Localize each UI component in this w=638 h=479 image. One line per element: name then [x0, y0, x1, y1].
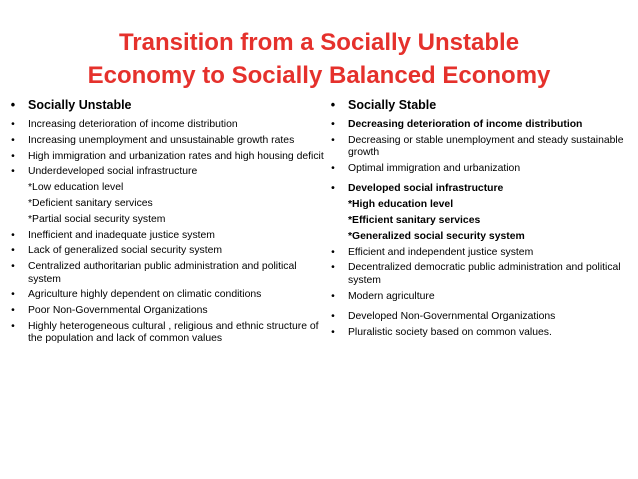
right-list-item-text: Decreasing or stable unemployment and steady sustainable growth: [348, 134, 624, 159]
left-list-item: [6, 245, 324, 257]
bullet-icon: •: [11, 150, 15, 162]
bullet-icon: •: [331, 311, 335, 322]
left-list-item-text: *Deficient sanitary services: [28, 197, 153, 209]
left-list-item-text: Lack of generalized social security system: [28, 245, 223, 257]
right-list-item-text: Developed Non-Governmental Organizations: [348, 311, 556, 322]
right-list-item-text: *Generalized social security system: [348, 230, 525, 242]
left-list-item: [6, 151, 324, 163]
left-list-item: [6, 135, 324, 147]
bullet-icon: •: [11, 229, 15, 241]
left-list-item: [6, 198, 324, 210]
right-list-item: [326, 262, 626, 287]
right-column: [326, 98, 626, 343]
left-heading: [6, 98, 324, 113]
right-list: [326, 119, 626, 339]
right-list-item: [326, 231, 626, 243]
bullet-icon: •: [11, 289, 15, 301]
slide-title: [0, 26, 638, 92]
left-list: [6, 119, 324, 346]
left-list-item-text: High immigration and urbanization rates and high housing deficit: [28, 150, 324, 162]
left-list-item-text: Increasing unemployment and unsustainable growth rates: [28, 134, 295, 146]
bullet-icon: •: [11, 134, 15, 146]
right-heading-text: Socially Stable: [348, 98, 437, 112]
bullet-icon: •: [331, 134, 335, 146]
bullet-icon: •: [331, 183, 335, 195]
left-heading-text: Socially Unstable: [28, 98, 132, 112]
right-heading: [326, 98, 626, 113]
right-list-item: [326, 183, 626, 195]
left-list-item-text: *Low education level: [28, 182, 124, 194]
right-list-item: [326, 199, 626, 211]
right-list-item: [326, 119, 626, 131]
left-list-item: [6, 261, 324, 286]
right-list-item-text: Efficient and independent justice system: [348, 246, 534, 258]
left-list-item-text: Agriculture highly dependent on climatic conditions: [28, 289, 262, 301]
bullet-icon: •: [11, 320, 15, 332]
bullet-icon: •: [330, 98, 336, 112]
right-list-item-text: Modern agriculture: [348, 290, 435, 302]
left-list-item-text: Increasing deterioration of income distribution: [28, 119, 238, 130]
left-list-item: [6, 305, 324, 317]
left-list-item-text: Centralized authoritarian public administration and political system: [28, 261, 297, 285]
bullet-icon: •: [331, 163, 335, 174]
left-list-item: [6, 214, 324, 226]
left-list-item-text: Highly heterogeneous cultural , religious and ethnic structure of the population and lack of common values: [28, 320, 319, 345]
right-list-item: [326, 327, 626, 339]
bullet-icon: •: [331, 290, 335, 302]
bullet-icon: •: [331, 119, 335, 130]
bullet-icon: •: [11, 166, 15, 178]
left-list-item: [6, 289, 324, 301]
left-list-item: [6, 182, 324, 194]
right-list-item-text: *High education level: [348, 199, 454, 211]
slide-title-line-2: Economy to Socially Balanced Economy: [87, 62, 551, 89]
left-list-item-text: Poor Non-Governmental Organizations: [28, 305, 208, 317]
right-list-item-text: Pluralistic society based on common values.: [348, 326, 552, 338]
left-list-item: [6, 230, 324, 242]
bullet-icon: •: [331, 326, 335, 338]
left-list-item: [6, 119, 324, 131]
right-list-item-text: Developed social infrastructure: [348, 183, 504, 195]
bullet-icon: •: [331, 262, 335, 274]
bullet-icon: •: [11, 261, 15, 273]
bullet-icon: •: [331, 246, 335, 258]
left-list-item-text: *Partial social security system: [28, 213, 166, 225]
right-list-item-text: Optimal immigration and urbanization: [348, 163, 521, 174]
right-list-item-text: *Efficient sanitary services: [348, 215, 481, 226]
right-list-item: [326, 291, 626, 303]
right-list-item-text: Decreasing deterioration of income distribution: [348, 119, 583, 130]
bullet-icon: •: [11, 305, 15, 317]
left-list-item-text: Inefficient and inadequate justice system: [28, 229, 215, 241]
bullet-icon: •: [10, 98, 16, 112]
right-list-item-text: Decentralized democratic public administration and political system: [348, 262, 621, 286]
right-list-item: [326, 163, 626, 175]
right-list-item: [326, 135, 626, 160]
left-column: [6, 98, 324, 349]
right-list-item: [326, 247, 626, 259]
bullet-icon: •: [11, 119, 15, 130]
left-list-item: [6, 321, 324, 346]
left-list-item: [6, 166, 324, 178]
right-list-item: [326, 215, 626, 227]
left-list-item-text: Underdeveloped social infrastructure: [28, 166, 198, 178]
slide-title-line-1: Transition from a Socially Unstable: [118, 29, 520, 56]
right-list-item: [326, 311, 626, 323]
bullet-icon: •: [11, 245, 15, 257]
